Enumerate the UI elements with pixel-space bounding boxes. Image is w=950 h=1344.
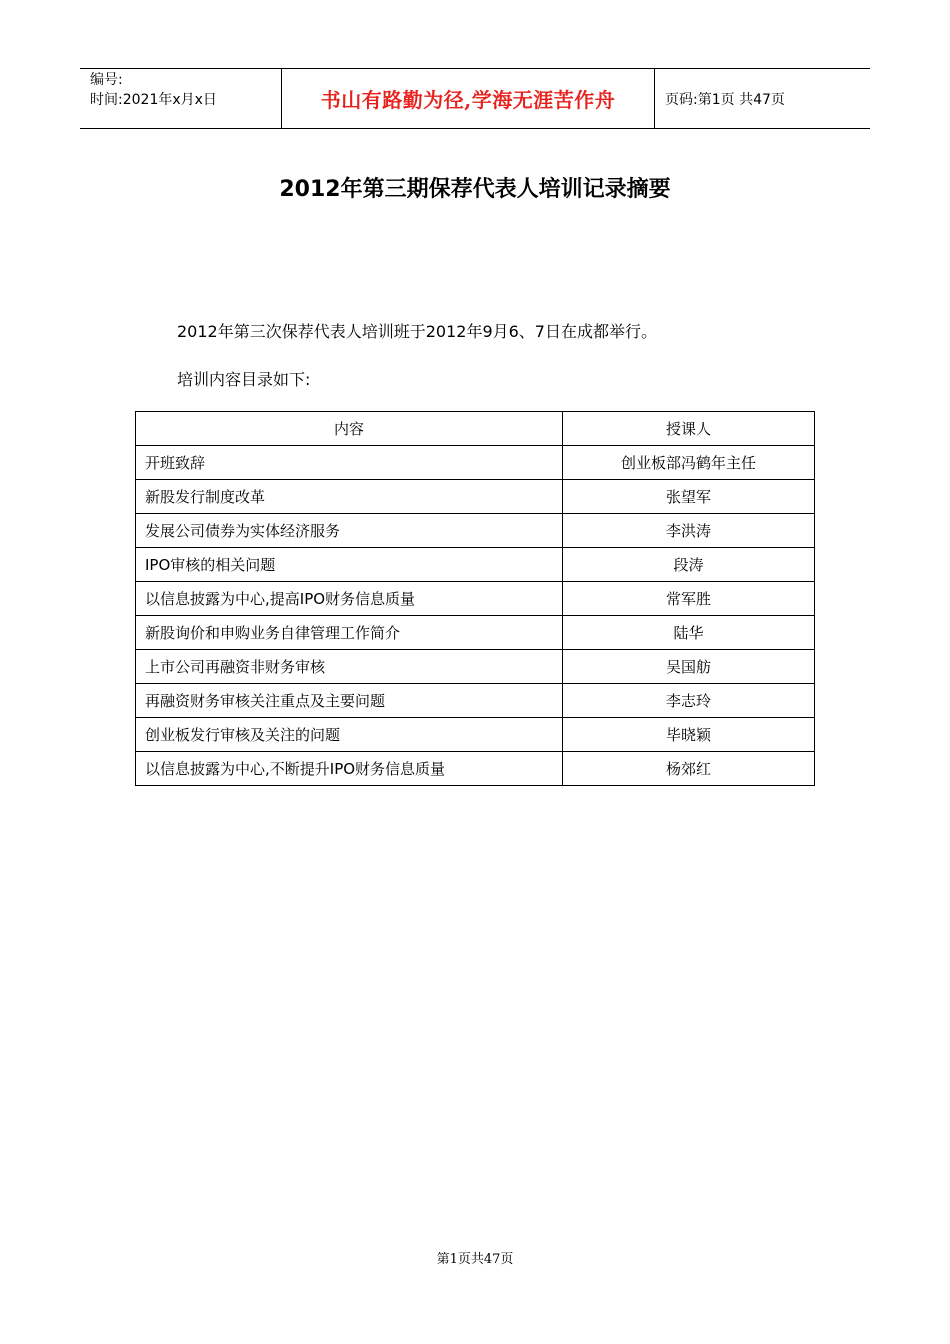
number-label: 编号: [90,72,123,88]
header-page-cell [655,69,870,128]
page-header [80,68,870,129]
table-row [136,548,815,582]
page-footer: 第1页共47页 [436,1252,514,1267]
row-content: IPO审核的相关问题 [136,548,563,582]
row-content: 新股询价和申购业务自律管理工作简介 [136,616,563,650]
time-label: 时间:2021年x月x日 [90,92,217,108]
training-content-table [135,411,815,786]
row-lecturer: 李志玲 [563,684,815,718]
row-content: 以信息披露为中心,不断提升IPO财务信息质量 [136,752,563,786]
row-content: 新股发行制度改革 [136,480,563,514]
header-motto-cell [282,69,655,128]
table-row [136,650,815,684]
row-lecturer: 创业板部冯鹤年主任 [563,446,815,480]
row-content: 上市公司再融资非财务审核 [136,650,563,684]
row-content: 开班致辞 [136,446,563,480]
table-row [136,582,815,616]
row-content: 创业板发行审核及关注的问题 [136,718,563,752]
toc-intro-paragraph: 培训内容目录如下: [177,370,311,389]
document-title: 2012年第三期保荐代表人培训记录摘要 [279,177,671,202]
row-lecturer: 吴国舫 [563,650,815,684]
row-lecturer: 张望军 [563,480,815,514]
table-row [136,446,815,480]
row-lecturer: 常军胜 [563,582,815,616]
intro-paragraph: 2012年第三次保荐代表人培训班于2012年9月6、7日在成都举行。 [177,322,657,341]
table-row [136,514,815,548]
row-lecturer: 陆华 [563,616,815,650]
header-motto: 书山有路勤为径,学海无涯苦作舟 [320,88,616,112]
row-content: 发展公司债券为实体经济服务 [136,514,563,548]
table-row [136,718,815,752]
row-lecturer: 杨郊红 [563,752,815,786]
row-lecturer: 李洪涛 [563,514,815,548]
row-lecturer: 毕晓颖 [563,718,815,752]
table-row [136,684,815,718]
header-meta-cell [80,69,282,128]
header-page-info: 页码:第1页 共47页 [665,91,785,108]
row-content: 再融资财务审核关注重点及主要问题 [136,684,563,718]
row-content: 以信息披露为中心,提高IPO财务信息质量 [136,582,563,616]
header-lecturer: 授课人 [563,412,815,446]
table-row [136,752,815,786]
header-content: 内容 [136,412,563,446]
table-row [136,480,815,514]
table-row [136,616,815,650]
row-lecturer: 段涛 [563,548,815,582]
table-header-row [136,412,815,446]
